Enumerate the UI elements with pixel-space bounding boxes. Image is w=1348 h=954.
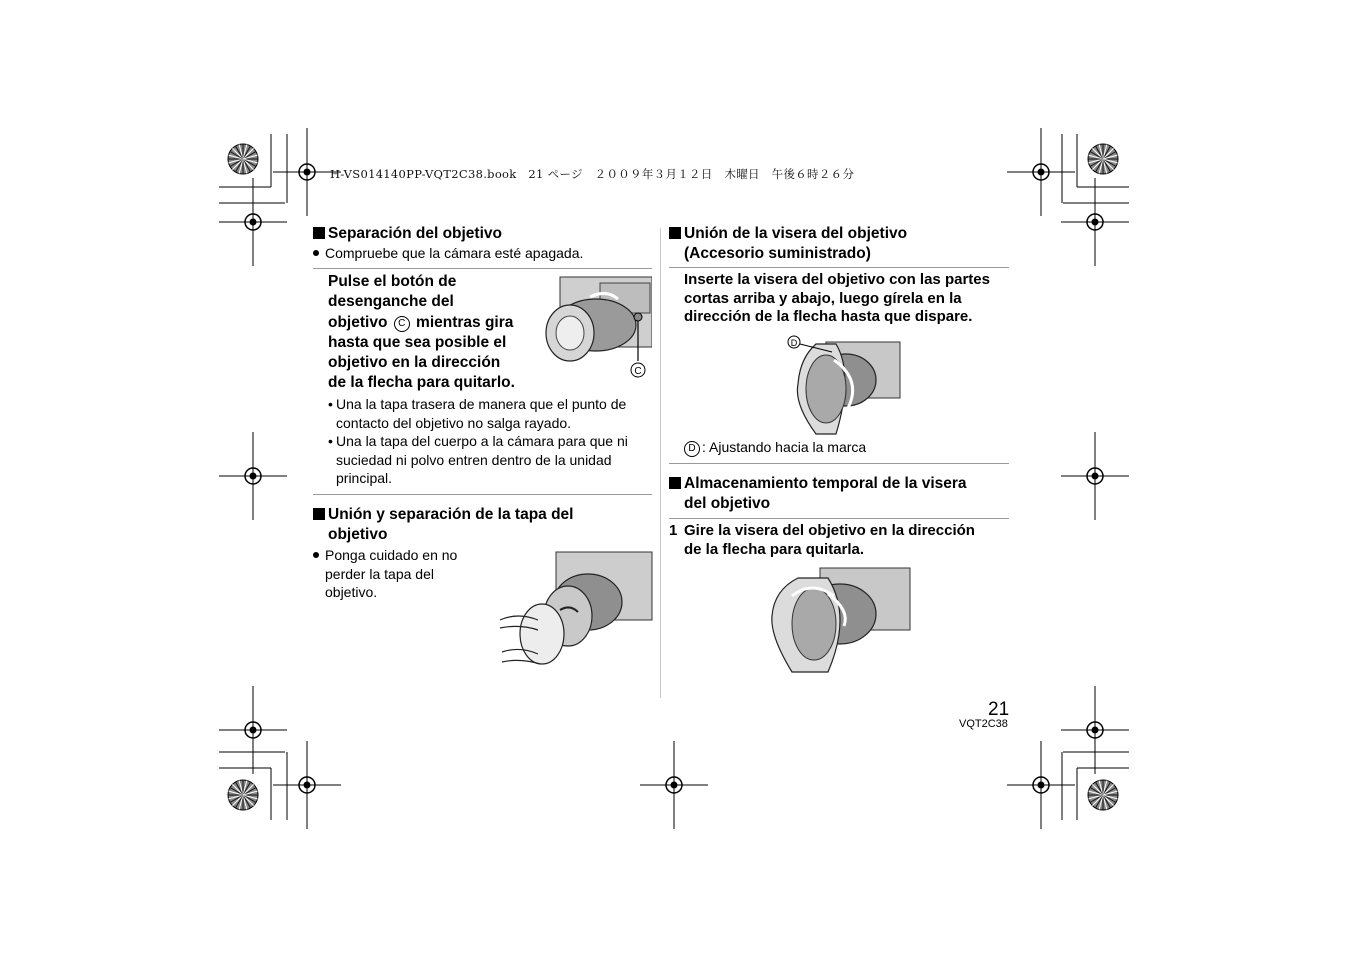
registration-crosshair-icon bbox=[1061, 432, 1129, 520]
note-rear-cap: • Una la tapa trasera de manera que el punto de contacto del objetivo no salga rayado. bbox=[328, 396, 627, 431]
section-heading-lens-cap: Unión y separación de la tapa del objetivo bbox=[313, 505, 574, 545]
step-number: 1 bbox=[669, 522, 678, 539]
registration-crosshair-icon bbox=[273, 741, 341, 829]
marker-d-icon: D bbox=[684, 441, 700, 457]
header-line bbox=[330, 166, 854, 182]
hood-caption: D : Ajustando hacia la marca bbox=[684, 438, 866, 457]
registration-crosshair-icon bbox=[219, 178, 287, 266]
header-datetime: ２００９年３月１２日 木曜日 午後６時２６分 bbox=[594, 167, 855, 181]
marker-c-icon: C bbox=[394, 316, 410, 332]
svg-text:D: D bbox=[790, 338, 798, 348]
section-heading-hood-storage: Almacenamiento temporal de la visera del objetivo bbox=[669, 474, 967, 514]
square-bullet-icon bbox=[669, 477, 681, 489]
square-bullet-icon bbox=[313, 508, 325, 520]
hood-attach-instruction: Inserte la visera del objetivo con las partes cortas arriba y abajo, luego gírela en la dirección de la flecha hasta que dispare. bbox=[684, 271, 990, 325]
registration-crosshair-icon bbox=[1007, 741, 1075, 829]
column-divider bbox=[660, 228, 661, 698]
divider bbox=[313, 494, 652, 495]
header-page-ref: 21 ページ bbox=[528, 167, 583, 181]
hood-storage-illustration bbox=[768, 566, 911, 676]
registration-crosshair-icon bbox=[1061, 178, 1129, 266]
divider bbox=[669, 463, 1009, 464]
section-heading-lens-removal: Separación del objetivo bbox=[313, 224, 502, 244]
bullet-camera-off: Compruebe que la cámara esté apagada. bbox=[313, 244, 583, 263]
registration-crosshair-icon bbox=[640, 741, 708, 829]
page-number: 21 bbox=[988, 699, 1010, 720]
registration-crosshair-icon bbox=[219, 432, 287, 520]
registration-starburst-icon bbox=[1088, 144, 1118, 174]
divider bbox=[669, 267, 1009, 268]
section-heading-hood-attach: Unión de la visera del objetivo (Accesorio suministrado) bbox=[669, 224, 907, 264]
square-bullet-icon bbox=[313, 227, 325, 239]
divider bbox=[313, 268, 652, 269]
registration-crosshair-icon bbox=[219, 686, 287, 774]
square-bullet-icon bbox=[669, 227, 681, 239]
note-body-cap: • Una la tapa del cuerpo a la cámara para que ni suciedad ni polvo entren dentro de la unidad principal. bbox=[328, 433, 628, 486]
divider bbox=[669, 518, 1009, 519]
registration-crosshair-icon bbox=[1061, 686, 1129, 774]
document-code: VQT2C38 bbox=[959, 718, 1008, 730]
lens-removal-illustration bbox=[540, 275, 652, 383]
lens-cap-illustration bbox=[498, 550, 653, 676]
step-1: 1 Gire la visera del objetivo en la dirección de la flecha para quitarla. bbox=[669, 522, 975, 558]
bullet-lens-cap: Ponga cuidado en no perder la tapa del objetivo. bbox=[313, 546, 457, 602]
bullet-icon bbox=[313, 250, 319, 256]
bullet-icon bbox=[313, 552, 319, 558]
hood-attach-illustration bbox=[786, 334, 901, 436]
lens-removal-instruction: Pulse el botón de desenganche del objetivo C mientras gira hasta que sea posible el objetivo en la dirección de la flecha para quitarlo. bbox=[328, 273, 515, 392]
registration-starburst-icon bbox=[1088, 780, 1118, 810]
registration-starburst-icon bbox=[228, 144, 258, 174]
svg-text:C: C bbox=[634, 366, 642, 377]
registration-starburst-icon bbox=[228, 780, 258, 810]
header-filename: H-VS014140PP-VQT2C38.book bbox=[330, 167, 517, 181]
